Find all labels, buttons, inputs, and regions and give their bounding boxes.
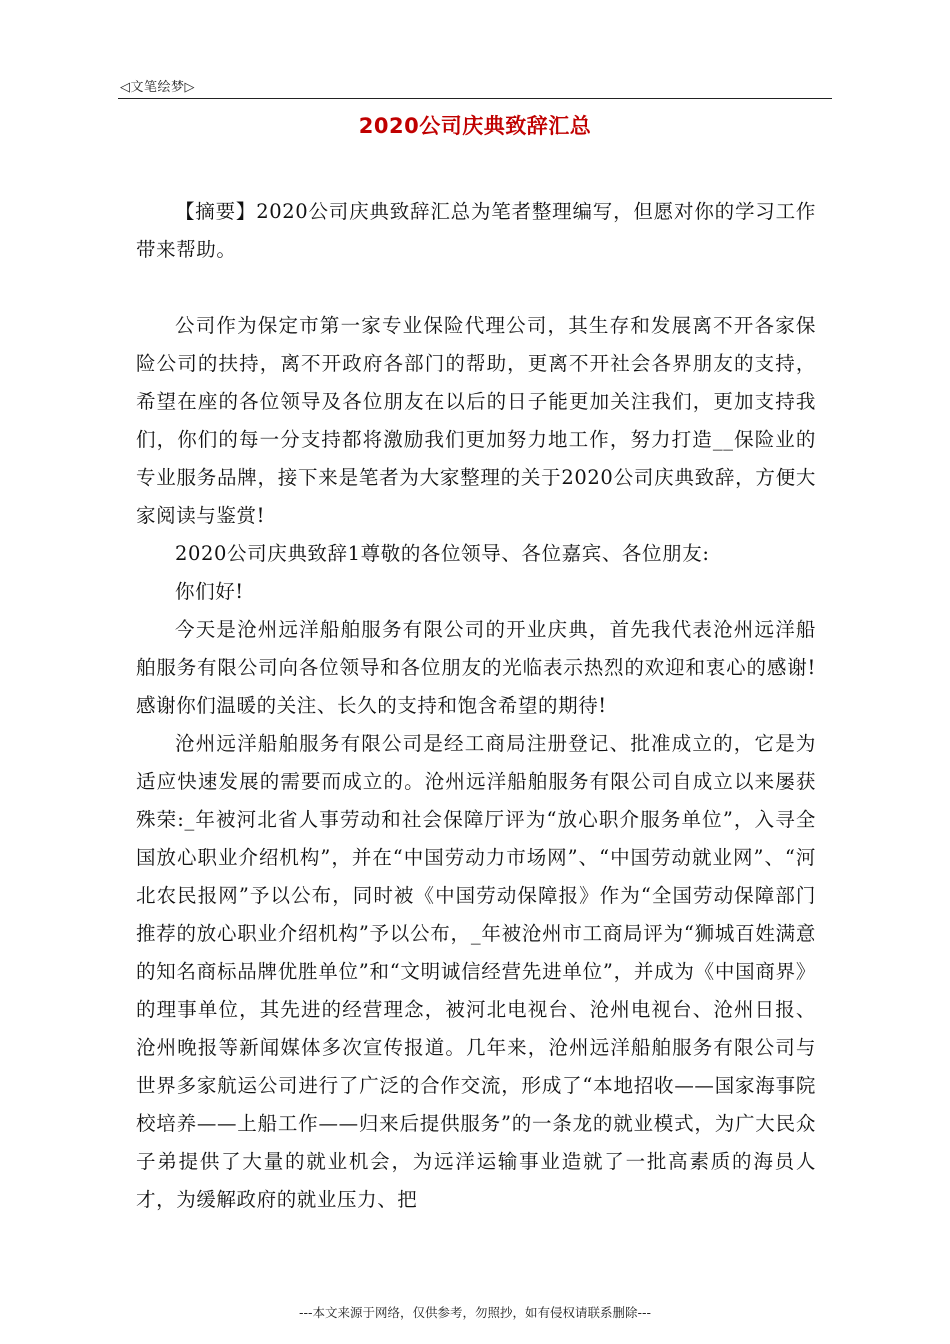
document-body — [136, 193, 816, 1219]
page-footer: ---本文来源于网络，仅供参考，勿照抄，如有侵权请联系删除--- — [298, 1305, 652, 1320]
page-header — [118, 74, 832, 99]
speech-heading: 2020公司庆典致辞1尊敬的各位领导、各位嘉宾、各位朋友: — [175, 542, 710, 565]
body-paragraph: 今天是沧州远洋船舶服务有限公司的开业庆典，首先我代表沧州远洋船舶服务有限公司向各位领导和各位朋友的光临表示热烈的欢迎和衷心的感谢!感谢你们温暖的关注、长久的支持和饱含希望的期待! — [136, 618, 816, 717]
summary-paragraph: 【摘要】2020公司庆典致辞汇总为笔者整理编写，但愿对你的学习工作带来帮助。 — [136, 200, 816, 261]
document-title: 2020公司庆典致辞汇总 — [358, 114, 592, 138]
body-paragraph: 沧州远洋船舶服务有限公司是经工商局注册登记、批准成立的，它是为适应快速发展的需要而成立的。沧州远洋船舶服务有限公司自成立以来屡获殊荣:_年被河北省人事劳动和社会保障厅评为“放心职介服务单位”，入寻全国放心职业介绍机构”，并在“中国劳动力市场网”、“中国劳动就业网”、“河北农民报网”予以公布，同时被《中国劳动保障报》作为“全国劳动保障部门推荐的放心职业介绍机构”予以公布，_年被沧州市工商局评为“狮城百姓满意的知名商标品牌优胜单位”和“文明诚信经营先进单位”，并成为《中国商界》的理事单位，其先进的经营理念，被河北电视台、沧州电视台、沧州日报、沧州晚报等新闻媒体多次宣传报道。几年来，沧州远洋船舶服务有限公司与世界多家航运公司进行了广泛的合作交流，形成了“本地招收——国家海事院校培养——上船工作——归来后提供服务”的一条龙的就业模式，为广大民众子弟提供了大量的就业机会，为远洋运输事业造就了一批高素质的海员人才，为缓解政府的就业压力、把 — [136, 732, 816, 1211]
header-brand: ◁文笔绘梦▷ — [120, 80, 195, 95]
body-paragraph: 公司作为保定市第一家专业保险代理公司，其生存和发展离不开各家保险公司的扶持，离不开政府各部门的帮助，更离不开社会各界朋友的支持，希望在座的各位领导及各位朋友在以后的日子能更加关注我们，更加支持我们，你们的每一分支持都将激励我们更加努力地工作，努力打造__保险业的专业服务品牌，接下来是笔者为大家整理的关于2020公司庆典致辞，方便大家阅读与鉴赏! — [136, 314, 816, 527]
greeting-paragraph: 你们好! — [175, 580, 244, 603]
